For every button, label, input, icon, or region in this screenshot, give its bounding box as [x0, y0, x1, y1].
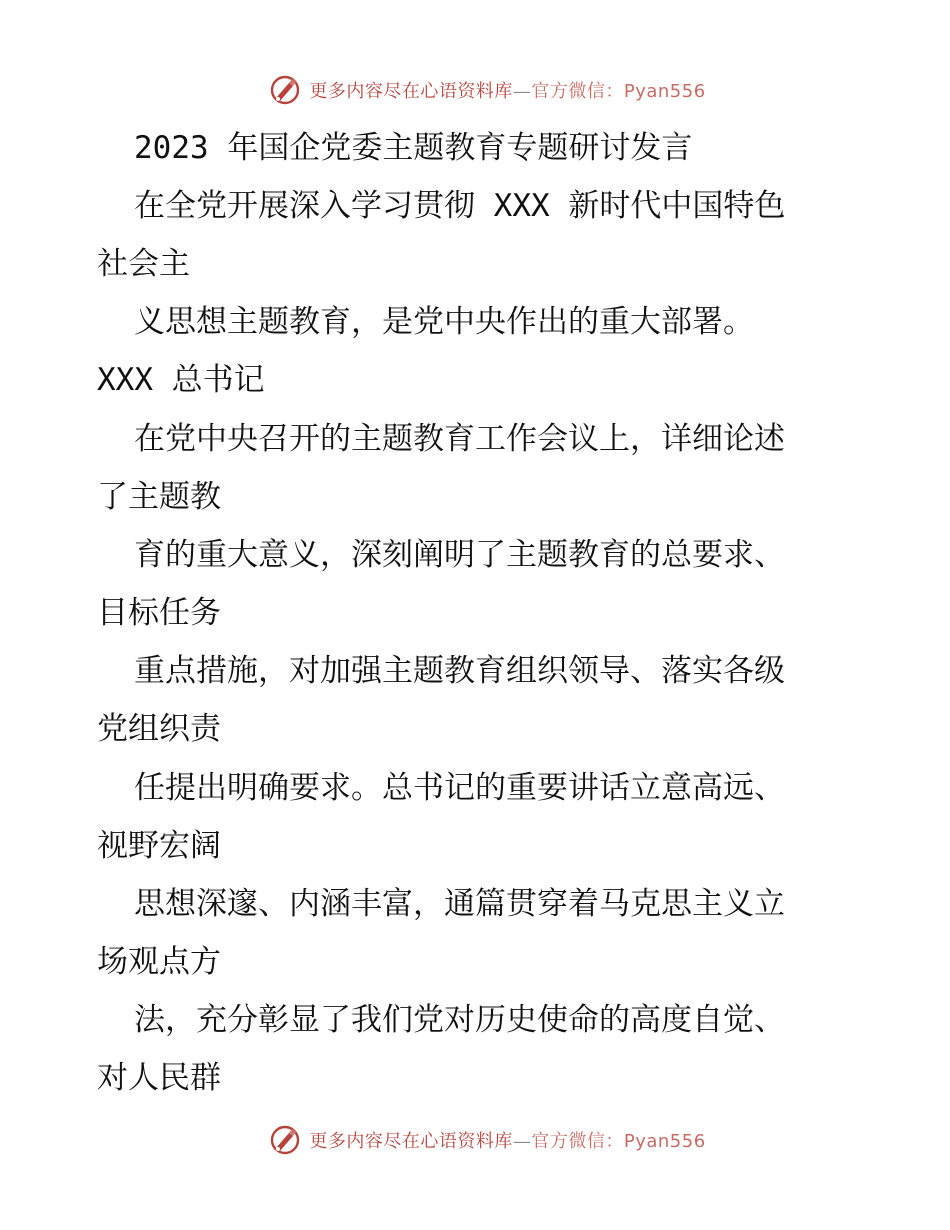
text-line: 任提出明确要求。总书记的重要讲话立意高远、 — [134, 770, 785, 806]
text-line: 了主题教 — [97, 479, 221, 515]
text-line: 社会主 — [97, 246, 190, 282]
watermark-banner-top — [0, 70, 950, 110]
watermark-text — [309, 77, 705, 103]
text-line: 对人民群 — [97, 1060, 221, 1096]
watermark-main: 更多内容尽在心语资料库 — [309, 81, 513, 102]
document-title: 2023 年国企党委主题教育专题研讨发言 — [134, 130, 693, 166]
watermark-banner-bottom — [0, 1120, 950, 1160]
watermark-main: 更多内容尽在心语资料库 — [309, 1131, 513, 1152]
watermark-dash: — — [512, 81, 532, 102]
text-line: 场观点方 — [97, 944, 221, 980]
watermark-wechat-id: Pyan556 — [623, 81, 706, 102]
watermark-wechat-label: 官方微信： — [531, 81, 624, 102]
text-line: 目标任务 — [97, 595, 221, 631]
pen-logo-icon — [269, 74, 301, 106]
text-line: 义思想主题教育，是党中央作出的重大部署。 — [134, 304, 754, 340]
text-line: 思想深邃、内涵丰富，通篇贯穿着马克思主义立 — [134, 886, 785, 922]
text-line: 在全党开展深入学习贯彻 XXX 新时代中国特色 — [134, 188, 786, 224]
pen-logo-icon — [269, 1124, 301, 1156]
text-line: 党组织责 — [97, 711, 221, 747]
text-line: 法，充分彰显了我们党对历史使命的高度自觉、 — [134, 1002, 785, 1038]
text-line: 重点措施，对加强主题教育组织领导、落实各级 — [134, 653, 785, 689]
text-line: 视野宏阔 — [97, 828, 221, 864]
watermark-dash: — — [512, 1131, 532, 1152]
text-line: 育的重大意义，深刻阐明了主题教育的总要求、 — [134, 537, 785, 573]
watermark-text — [309, 1127, 705, 1153]
text-line: 在党中央召开的主题教育工作会议上，详细论述 — [134, 421, 785, 457]
watermark-wechat-id: Pyan556 — [623, 1131, 706, 1152]
text-line: XXX 总书记 — [97, 362, 265, 398]
watermark-wechat-label: 官方微信： — [531, 1131, 624, 1152]
